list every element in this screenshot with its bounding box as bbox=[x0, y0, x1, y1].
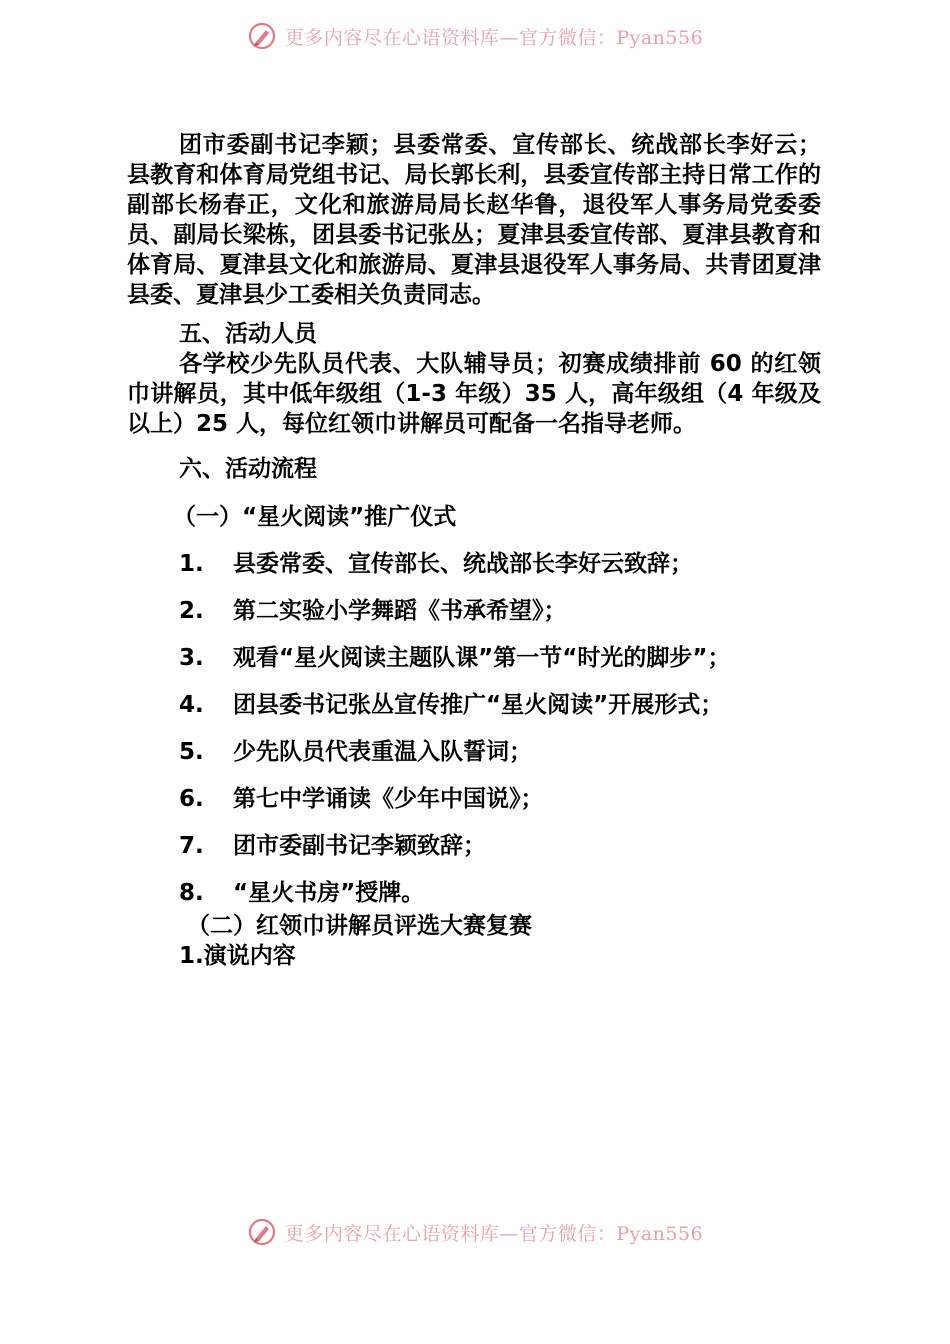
watermark-text: 更多内容尽在心语资料库—官方微信：Pyan556 bbox=[284, 26, 704, 49]
list-item bbox=[127, 831, 821, 861]
list-item-text: 第七中学诵读《少年中国说》； bbox=[233, 786, 544, 812]
list-item-text: “星火书房”授牌。 bbox=[233, 880, 425, 906]
list-item-number: 1. bbox=[179, 551, 204, 577]
list-item bbox=[127, 643, 821, 673]
list-item-text: 第二实验小学舞蹈《书承希望》； bbox=[233, 598, 567, 624]
list-item bbox=[127, 690, 821, 720]
item-title-speech-content: 1.演说内容 bbox=[179, 943, 296, 969]
list-item bbox=[127, 784, 821, 814]
list-item bbox=[127, 737, 821, 767]
section-title-process: 六、活动流程 bbox=[179, 456, 317, 482]
list-item bbox=[127, 878, 821, 908]
list-item-number: 3. bbox=[179, 645, 204, 671]
pen-logo-icon bbox=[247, 21, 277, 51]
list-item-text: 团县委书记张丛宣传推广“星火阅读”开展形式； bbox=[233, 692, 724, 718]
subsection-title-contest: （二）红领巾讲解员评选大赛复赛 bbox=[187, 913, 532, 939]
participants-paragraph: 各学校少先队员代表、大队辅导员；初赛成绩排前 60 的红领巾讲解员，其中低年级组（1-3 年级）35 人，高年级组（4 年级及以上）25 人，每位红领巾讲解员可配备一名指导老师。 bbox=[127, 351, 821, 437]
document-body bbox=[127, 130, 821, 971]
list-item-number: 2. bbox=[179, 598, 204, 624]
list-item-number: 8. bbox=[179, 880, 204, 906]
list-item-text: 团市委副书记李颖致辞； bbox=[233, 833, 486, 859]
watermark-footer bbox=[0, 1212, 950, 1252]
section-title-participants: 五、活动人员 bbox=[179, 321, 317, 347]
list-item bbox=[127, 549, 821, 579]
subsection-title-ceremony: （一）“星火阅读”推广仪式 bbox=[173, 504, 457, 530]
list-item-text: 少先队员代表重温入队誓词； bbox=[233, 739, 532, 765]
watermark-header bbox=[0, 16, 950, 56]
list-item-text: 县委常委、宣传部长、统战部长李好云致辞； bbox=[233, 551, 693, 577]
watermark-text: 更多内容尽在心语资料库—官方微信：Pyan556 bbox=[284, 1222, 704, 1245]
list-item bbox=[127, 596, 821, 626]
list-item-number: 5. bbox=[179, 739, 204, 765]
list-item-text: 观看“星火阅读主题队课”第一节“时光的脚步”； bbox=[233, 645, 731, 671]
list-item-number: 6. bbox=[179, 786, 204, 812]
list-item-number: 4. bbox=[179, 692, 204, 718]
list-item-number: 7. bbox=[179, 833, 204, 859]
pen-logo-icon bbox=[247, 1217, 277, 1247]
attendees-paragraph: 团市委副书记李颖；县委常委、宣传部长、统战部长李好云；县教育和体育局党组书记、局长郭长利，县委宣传部主持日常工作的副部长杨春正，文化和旅游局局长赵华鲁，退役军人事务局党委委员、副局长梁栋，团县委书记张丛；夏津县委宣传部、夏津县教育和体育局、夏津县文化和旅游局、夏津县退役军人事务局、共青团夏津县委、夏津县少工委相关负责同志。 bbox=[127, 132, 821, 308]
ceremony-steps-list bbox=[127, 549, 821, 908]
